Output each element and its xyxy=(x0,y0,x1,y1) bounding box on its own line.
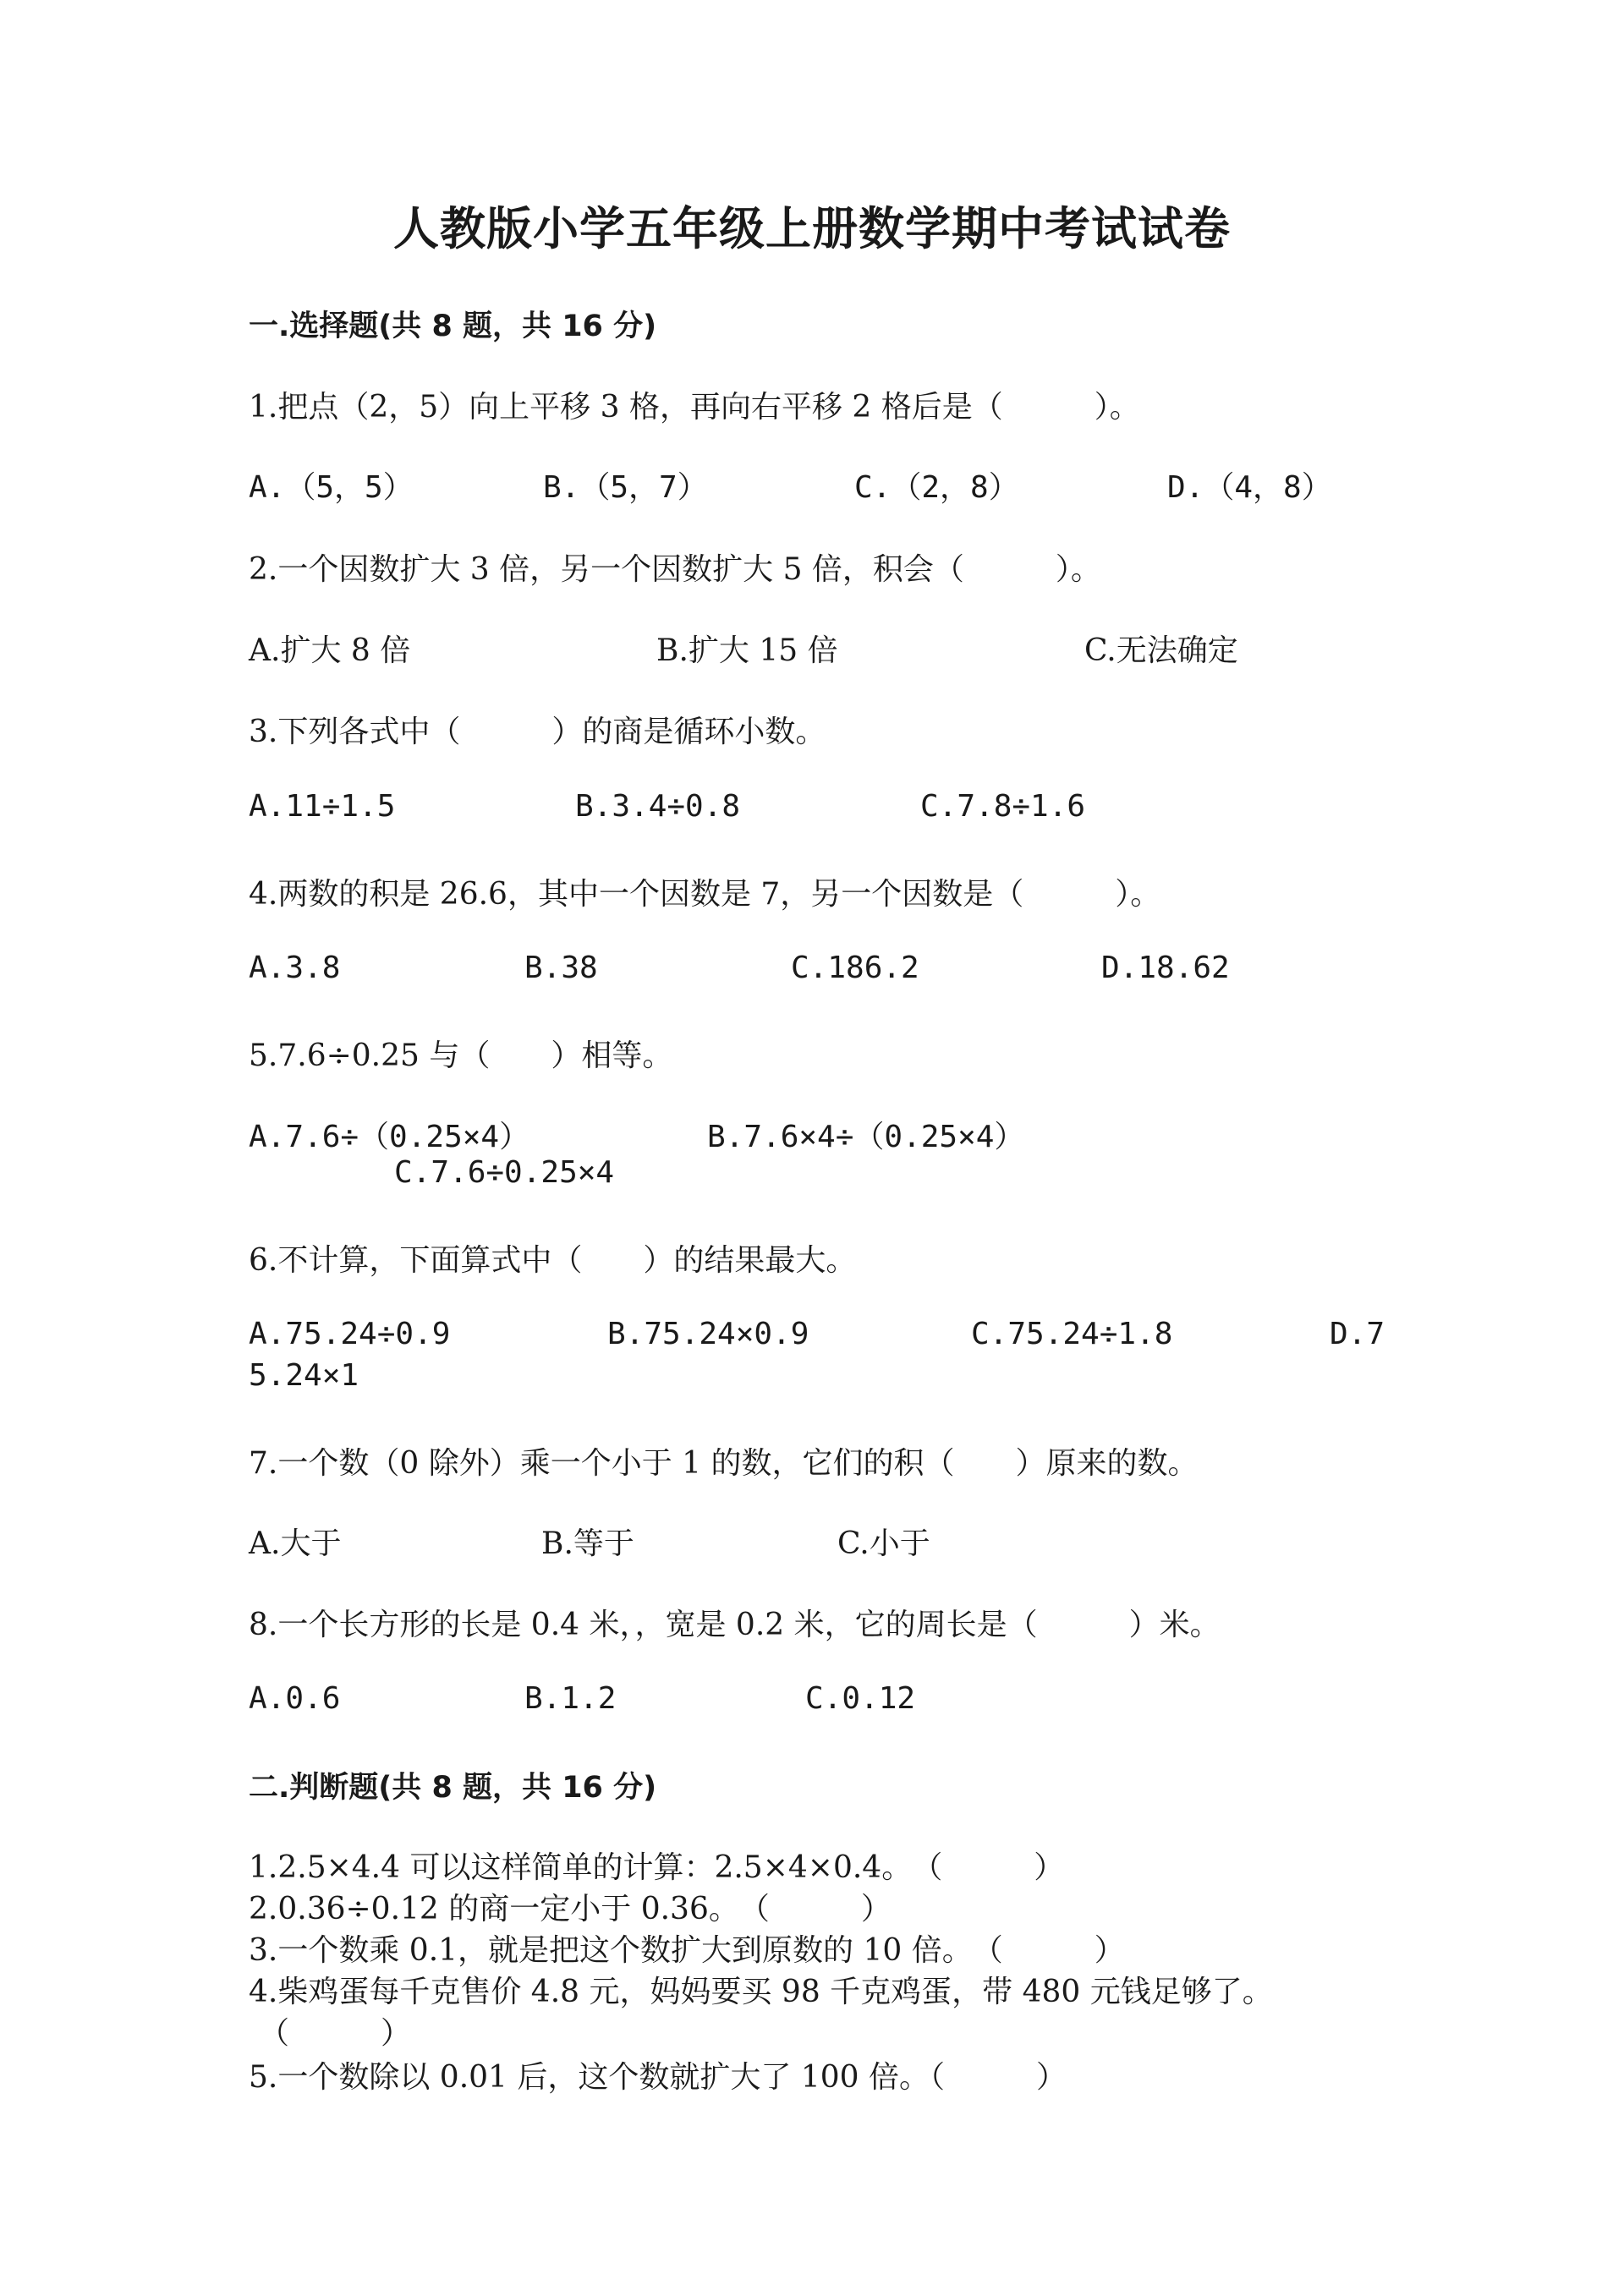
option-b: B.扩大 15 倍 xyxy=(656,633,838,668)
section-heading-multiple-choice: 一.选择题(共 8 题，共 16 分) xyxy=(249,310,657,343)
option-b: B.（5，7） xyxy=(543,470,708,505)
option-b: B.3.4÷0.8 xyxy=(575,789,741,824)
judgment-item: 4.柴鸡蛋每千克售价 4.8 元，妈妈要买 98 千克鸡蛋，带 480 元钱足够了。 xyxy=(249,1975,1273,2009)
judgment-item: 3.一个数乘 0.1，就是把这个数扩大到原数的 10 倍。 （ ） xyxy=(249,1933,1125,1968)
question-stem: 7.一个数（0 除外）乘一个小于 1 的数，它们的积（ ）原来的数。 xyxy=(249,1446,1199,1481)
question-stem: 8.一个长方形的长是 0.4 米，，宽是 0.2 米，它的周长是（ ）米。 xyxy=(249,1608,1221,1642)
question-stem: 2.一个因数扩大 3 倍，另一个因数扩大 5 倍，积会（ ）。 xyxy=(249,552,1101,587)
option-a: A.大于 xyxy=(249,1526,342,1561)
option-d-continued: 5.24×1 xyxy=(249,1358,359,1393)
option-a: A.扩大 8 倍 xyxy=(249,633,411,668)
judgment-item: 2.0.36÷0.12 的商一定小于 0.36。 （ ） xyxy=(249,1892,892,1926)
option-c: C.0.12 xyxy=(805,1681,916,1716)
option-b: B.1.2 xyxy=(524,1681,617,1716)
option-c: C.无法确定 xyxy=(1084,633,1238,668)
option-c: C.（2，8） xyxy=(854,470,1019,505)
option-d: D.7 xyxy=(1330,1317,1385,1351)
option-b: B.7.6×4÷（0.25×4） xyxy=(707,1120,1025,1154)
page-title: 人教版小学五年级上册数学期中考试试卷 xyxy=(393,201,1231,255)
option-b: B.75.24×0.9 xyxy=(607,1317,809,1351)
option-c: C.186.2 xyxy=(791,951,919,985)
option-c: C.7.6÷0.25×4 xyxy=(394,1155,615,1190)
judgment-item: 5.一个数除以 0.01 后，这个数就扩大了 100 倍。（ ） xyxy=(249,2060,1067,2095)
section-heading-true-false: 二.判断题(共 8 题，共 16 分) xyxy=(249,1771,657,1805)
option-a: A.（5，5） xyxy=(249,470,414,505)
option-a: A.0.6 xyxy=(249,1681,341,1716)
judgment-item: 1.2.5×4.4 可以这样简单的计算：2.5×4×0.4。 （ ） xyxy=(249,1850,1065,1885)
judgment-item-answer-blank: （ ） xyxy=(259,2016,412,2051)
option-b: B.38 xyxy=(524,951,598,985)
question-stem: 3.下列各式中（ ）的商是循环小数。 xyxy=(249,715,826,749)
option-c: C.75.24÷1.8 xyxy=(971,1317,1173,1351)
option-d: D.（4，8） xyxy=(1167,470,1332,505)
option-c: C.7.8÷1.6 xyxy=(920,789,1086,824)
question-stem: 5.7.6÷0.25 与（ ）相等。 xyxy=(249,1038,673,1073)
option-c: C.小于 xyxy=(837,1526,930,1561)
question-stem: 1.把点（2，5）向上平移 3 格，再向右平移 2 格后是（ ）。 xyxy=(249,390,1140,425)
question-stem: 6.不计算，下面算式中（ ）的结果最大。 xyxy=(249,1243,857,1278)
option-a: A.3.8 xyxy=(249,951,341,985)
option-a: A.75.24÷0.9 xyxy=(249,1317,451,1351)
option-b: B.等于 xyxy=(541,1526,634,1561)
question-stem: 4.两数的积是 26.6，其中一个因数是 7，另一个因数是（ ）。 xyxy=(249,877,1161,912)
option-d: D.18.62 xyxy=(1101,951,1230,985)
option-a: A.11÷1.5 xyxy=(249,789,396,824)
option-a: A.7.6÷（0.25×4） xyxy=(249,1120,530,1154)
